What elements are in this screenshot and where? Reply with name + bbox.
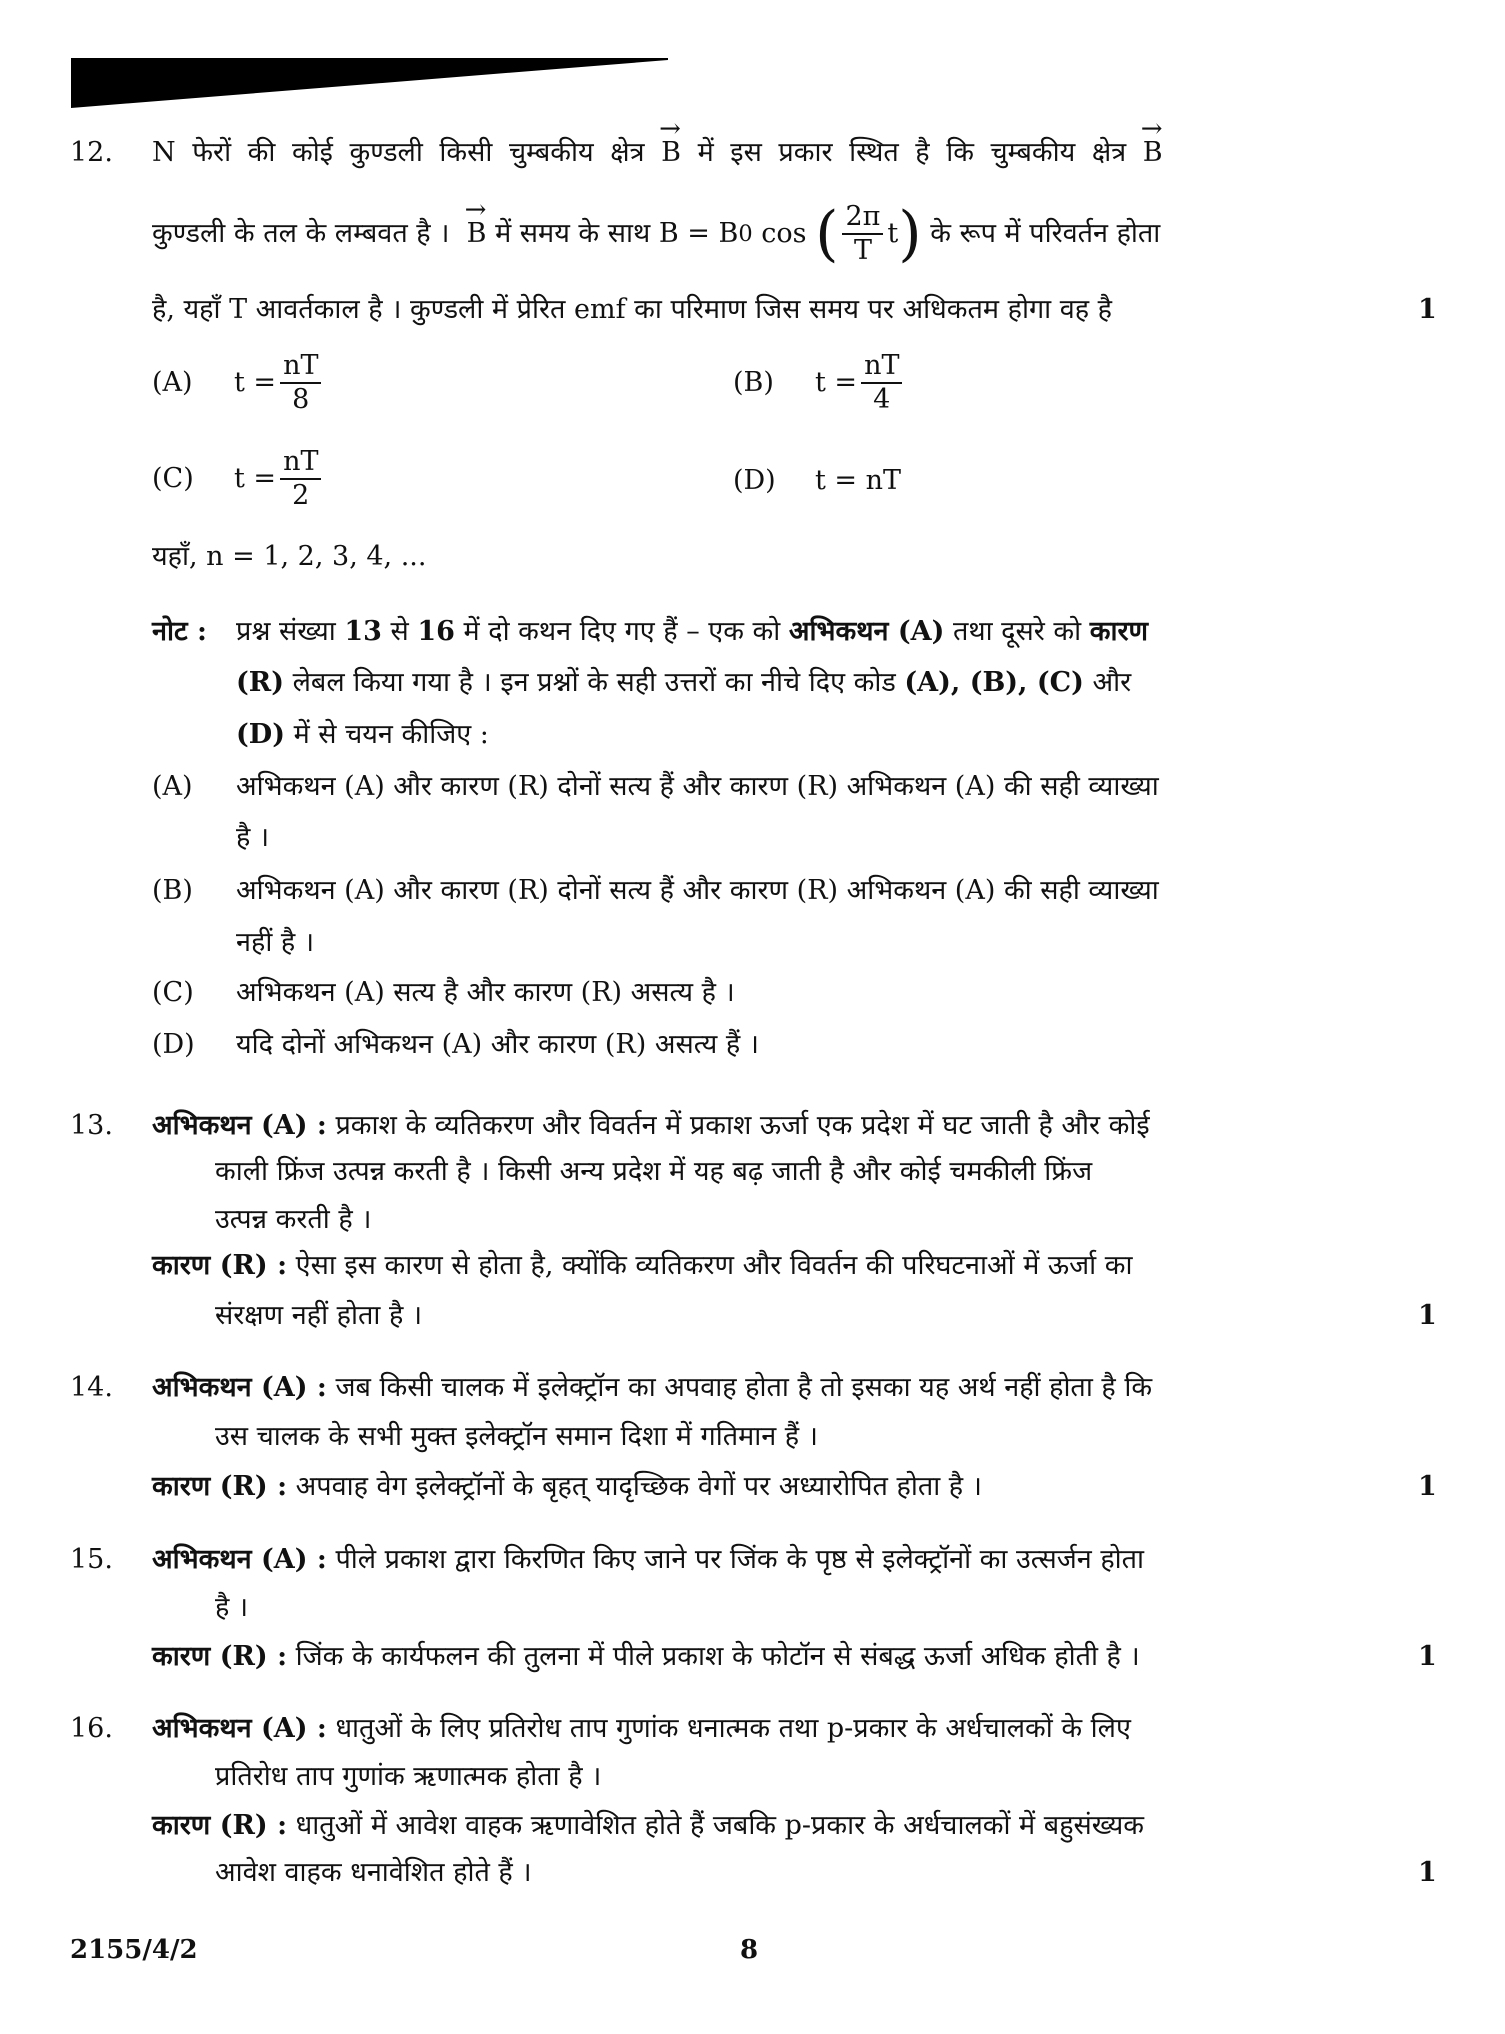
code-d-label: (D) <box>152 1029 195 1060</box>
q13-assertion: अभिकथन (A) : प्रकाश के व्यतिकरण और विवर्तन में प्रकाश ऊर्जा एक प्रदेश में घट जाती है और कोई <box>152 1110 1150 1141</box>
note-label: नोट : <box>152 616 207 647</box>
q12-option-a: (A) t = $\frac{nT}{8}$ <box>152 350 325 416</box>
q15-assertion: अभिकथन (A) : पीले प्रकाश द्वारा किरणित किए जाने पर जिंक के पृष्ठ से इलेक्ट्रॉनों का उत्सर्जन होता <box>152 1544 1145 1575</box>
vector-b: → B <box>661 136 681 170</box>
q13-reason: कारण (R) : ऐसा इस कारण से होता है, क्योंकि व्यतिकरण और विवर्तन की परिघटनाओं में ऊर्जा का <box>152 1250 1133 1281</box>
paper-code: 2155/4/2 <box>70 1935 198 1965</box>
q12-line-2: कुण्डली के तल के लम्बवत है । → B में समय के साथ B = B 0 cos ( $\frac{2\pi}{T}$ t ) के रूप में परिवर्तन होता <box>152 198 1160 270</box>
question-number-16: 16. <box>70 1713 113 1744</box>
fraction-2pi-over-T: $\frac{2\pi}{T}$ <box>842 201 883 267</box>
code-a-label: (A) <box>152 771 193 802</box>
question-number-13: 13. <box>70 1110 113 1141</box>
q12-line-1: N फेरों की कोई कुण्डली किसी चुम्बकीय क्षेत्र → B में इस प्रकार स्थित है कि चुम्बकीय क्षेत्र → B <box>152 136 1163 170</box>
vector-b: → B <box>1143 136 1163 170</box>
marks: 1 <box>1418 1641 1437 1672</box>
q12-option-c: (C) t = $\frac{nT}{2}$ <box>152 446 325 512</box>
q14-assertion-cont: उस चालक के सभी मुक्त इलेक्ट्रॉन समान दिशा में गतिमान हैं । <box>215 1421 818 1452</box>
left-paren: ( <box>815 199 839 269</box>
code-a-text-cont: है । <box>236 822 270 853</box>
q16-reason-cont: आवेश वाहक धनावेशित होते हैं । <box>215 1857 532 1888</box>
header-black-banner <box>71 58 668 108</box>
q12-line-3: है, यहाँ T आवर्तकाल है । कुण्डली में प्रेरित emf का परिमाण जिस समय पर अधिकतम होगा वह है <box>152 294 1113 325</box>
q12-where-note: यहाँ, n = 1, 2, 3, 4, ... <box>152 541 427 572</box>
code-d-text: यदि दोनों अभिकथन (A) और कारण (R) असत्य हैं । <box>236 1029 759 1060</box>
q12-option-d: (D) t = nT <box>733 465 902 496</box>
code-b-text-cont: नहीं है । <box>236 927 315 958</box>
q15-reason: कारण (R) : जिंक के कार्यफलन की तुलना में पीले प्रकाश के फोटॉन से संबद्ध ऊर्जा अधिक होती है । <box>152 1641 1140 1672</box>
note-line-3: (D) में से चयन कीजिए : <box>236 719 489 750</box>
marks: 1 <box>1418 1471 1437 1502</box>
question-number-14: 14. <box>70 1372 113 1403</box>
right-paren: ) <box>898 199 922 269</box>
q14-reason: कारण (R) : अपवाह वेग इलेक्ट्रॉनों के बृहत् यादृच्छिक वेगों पर अध्यारोपित होता है । <box>152 1471 982 1502</box>
q14-assertion: अभिकथन (A) : जब किसी चालक में इलेक्ट्रॉन का अपवाह होता है तो इसका यह अर्थ नहीं होता है कि <box>152 1372 1153 1403</box>
note-line-1: प्रश्न संख्या 13 से 16 में दो कथन दिए गए हैं – एक को अभिकथन (A) तथा दूसरे को कारण <box>236 616 1149 647</box>
code-c-text: अभिकथन (A) सत्य है और कारण (R) असत्य है । <box>236 977 735 1008</box>
page-number: 8 <box>740 1935 759 1965</box>
note-line-2: (R) लेबल किया गया है । इन प्रश्नों के सही उत्तरों का नीचे दिए कोड (A), (B), (C) और <box>236 667 1132 698</box>
question-number-12: 12. <box>70 137 113 168</box>
marks: 1 <box>1418 294 1437 325</box>
q16-assertion: अभिकथन (A) : धातुओं के लिए प्रतिरोध ताप गुणांक धनात्मक तथा p-प्रकार के अर्धचालकों के लिए <box>152 1713 1131 1744</box>
marks: 1 <box>1418 1857 1437 1888</box>
q16-assertion-cont: प्रतिरोध ताप गुणांक ऋणात्मक होता है । <box>215 1761 602 1792</box>
vector-b: → B <box>467 198 487 270</box>
question-number-15: 15. <box>70 1544 113 1575</box>
marks: 1 <box>1418 1300 1437 1331</box>
q12-option-b: (B) t = $\frac{nT}{4}$ <box>733 350 906 416</box>
q13-assertion-cont: काली फ्रिंज उत्पन्न करती है । किसी अन्य प्रदेश में यह बढ़ जाती है और कोई चमकीली फ्रिंज <box>215 1156 1093 1187</box>
q15-assertion-cont: है । <box>215 1592 249 1623</box>
q16-reason: कारण (R) : धातुओं में आवेश वाहक ऋणावेशित होते हैं जबकि p-प्रकार के अर्धचालकों में बहुसंख्यक <box>152 1810 1144 1841</box>
code-b-label: (B) <box>152 875 193 906</box>
code-c-label: (C) <box>152 977 194 1008</box>
code-b-text: अभिकथन (A) और कारण (R) दोनों सत्य हैं और कारण (R) अभिकथन (A) की सही व्याख्या <box>236 875 1159 906</box>
q13-assertion-cont: उत्पन्न करती है । <box>215 1204 372 1235</box>
code-a-text: अभिकथन (A) और कारण (R) दोनों सत्य हैं और कारण (R) अभिकथन (A) की सही व्याख्या <box>236 771 1159 802</box>
q13-reason-cont: संरक्षण नहीं होता है । <box>215 1300 423 1331</box>
